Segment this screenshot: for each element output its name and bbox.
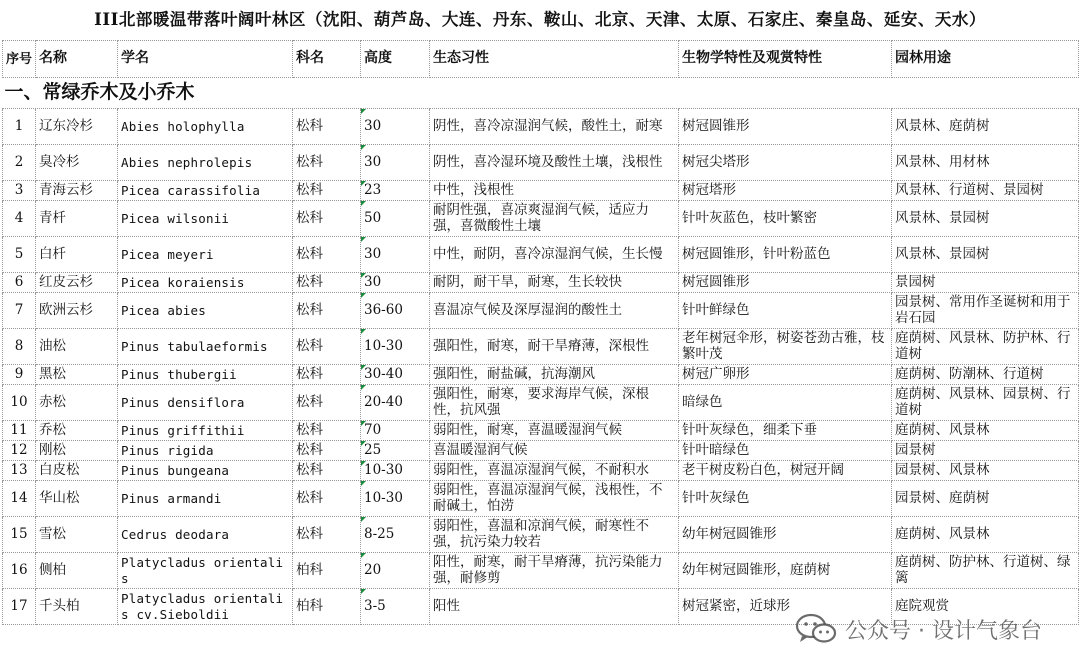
row-no: 11 (3, 421, 36, 441)
row-name: 千头柏 (36, 589, 118, 625)
header-feature: 生物学特性及观赏特性 (679, 41, 892, 78)
header-row (3, 41, 1079, 78)
row-use: 风景林、庭荫树 (892, 109, 1079, 145)
row-sci: Pinus tabulaeformis (118, 329, 293, 365)
row-use: 风景林、行道树、景园树 (892, 181, 1079, 201)
row-ecology: 阳性 (430, 589, 679, 625)
row-name: 辽东冷杉 (36, 109, 118, 145)
table-row (3, 181, 1079, 201)
row-family: 松科 (293, 145, 361, 181)
row-ecology: 喜温凉气候及深厚湿润的酸性土 (430, 293, 679, 329)
section-title: 一、常绿乔木及小乔木 (3, 78, 1079, 109)
row-feature: 老年树冠伞形，树姿苍劲古雅，枝繁叶茂 (679, 329, 892, 365)
row-family: 松科 (293, 365, 361, 385)
row-height: 20-40 (361, 385, 430, 421)
row-name: 白杄 (36, 237, 118, 273)
row-family: 松科 (293, 329, 361, 365)
row-height: 30 (361, 237, 430, 273)
row-height: 30-40 (361, 365, 430, 385)
row-feature: 针叶鲜绿色 (679, 293, 892, 329)
row-ecology: 弱阳性，喜温凉湿润气候，不耐积水 (430, 461, 679, 481)
header-height: 高度 (361, 41, 430, 78)
row-use: 风景林、用材林 (892, 145, 1079, 181)
row-no: 3 (3, 181, 36, 201)
row-height: 8-25 (361, 517, 430, 553)
row-height: 30 (361, 109, 430, 145)
row-use: 园景树、庭荫树 (892, 481, 1079, 517)
plant-table (2, 40, 1079, 625)
row-family: 柏科 (293, 589, 361, 625)
row-feature: 老干树皮粉白色，树冠开阔 (679, 461, 892, 481)
table-row (3, 365, 1079, 385)
table-row (3, 517, 1079, 553)
row-height: 36-60 (361, 293, 430, 329)
row-sci: Platycladus orientalis (118, 553, 293, 589)
row-height: 70 (361, 421, 430, 441)
row-no: 14 (3, 481, 36, 517)
row-feature: 暗绿色 (679, 385, 892, 421)
row-family: 柏科 (293, 553, 361, 589)
section-row (3, 78, 1079, 109)
row-use: 庭荫树、防护林、行道树、绿篱 (892, 553, 1079, 589)
row-sci: Pinus armandi (118, 481, 293, 517)
row-ecology: 弱阳性，喜温和凉润气候，耐寒性不强，抗污染力较若 (430, 517, 679, 553)
table-row (3, 109, 1079, 145)
row-feature: 针叶灰蓝色，枝叶繁密 (679, 201, 892, 237)
row-ecology: 阴性，喜冷凉湿润气候，酸性土，耐寒 (430, 109, 679, 145)
row-sci: Pinus bungeana (118, 461, 293, 481)
table-row (3, 553, 1079, 589)
header-name: 名称 (36, 41, 118, 78)
row-family: 松科 (293, 109, 361, 145)
header-family: 科名 (293, 41, 361, 78)
row-no: 12 (3, 441, 36, 461)
row-ecology: 喜温暖湿润气候 (430, 441, 679, 461)
row-family: 松科 (293, 441, 361, 461)
row-name: 黑松 (36, 365, 118, 385)
row-name: 侧柏 (36, 553, 118, 589)
row-no: 16 (3, 553, 36, 589)
row-ecology: 耐阴，耐干旱，耐寒，生长较快 (430, 273, 679, 293)
row-name: 青杄 (36, 201, 118, 237)
row-name: 油松 (36, 329, 118, 365)
table-row (3, 237, 1079, 273)
row-height: 20 (361, 553, 430, 589)
row-name: 乔松 (36, 421, 118, 441)
row-no: 8 (3, 329, 36, 365)
row-feature: 幼年树冠圆锥形，庭荫树 (679, 553, 892, 589)
row-no: 17 (3, 589, 36, 625)
row-feature: 针叶灰绿色 (679, 481, 892, 517)
row-no: 10 (3, 385, 36, 421)
row-no: 7 (3, 293, 36, 329)
row-family: 松科 (293, 273, 361, 293)
table-row (3, 441, 1079, 461)
row-no: 9 (3, 365, 36, 385)
row-sci: Picea wilsonii (118, 201, 293, 237)
row-family: 松科 (293, 421, 361, 441)
row-name: 刚松 (36, 441, 118, 461)
table-row (3, 461, 1079, 481)
row-ecology: 阳性，耐寒，耐干旱瘠薄，抗污染能力强，耐修剪 (430, 553, 679, 589)
row-height: 10-30 (361, 461, 430, 481)
row-family: 松科 (293, 481, 361, 517)
watermark-text: 公众号 · 设计气象台 (845, 618, 1042, 644)
row-name: 华山松 (36, 481, 118, 517)
row-feature: 针叶灰绿色，细柔下垂 (679, 421, 892, 441)
row-name: 青海云杉 (36, 181, 118, 201)
row-sci: Picea koraiensis (118, 273, 293, 293)
row-family: 松科 (293, 517, 361, 553)
table-row (3, 329, 1079, 365)
row-height: 23 (361, 181, 430, 201)
row-no: 2 (3, 145, 36, 181)
row-no: 6 (3, 273, 36, 293)
row-name: 红皮云杉 (36, 273, 118, 293)
row-height: 10-30 (361, 481, 430, 517)
row-ecology: 耐阴性强，喜凉爽湿润气候，适应力强，喜微酸性土壤 (430, 201, 679, 237)
row-height: 3-5 (361, 589, 430, 625)
row-ecology: 阴性，喜冷湿环境及酸性土壤，浅根性 (430, 145, 679, 181)
header-no: 序号 (3, 41, 36, 78)
header-use: 园林用途 (892, 41, 1079, 78)
table-row (3, 201, 1079, 237)
row-family: 松科 (293, 181, 361, 201)
row-feature: 树冠圆锥形 (679, 109, 892, 145)
row-no: 5 (3, 237, 36, 273)
row-family: 松科 (293, 237, 361, 273)
row-use: 庭荫树、风景林 (892, 421, 1079, 441)
row-sci: Pinus thubergii (118, 365, 293, 385)
table-row (3, 385, 1079, 421)
row-sci: Pinus rigida (118, 441, 293, 461)
row-name: 雪松 (36, 517, 118, 553)
row-sci: Pinus griffithii (118, 421, 293, 441)
row-use: 园景树、常用作圣诞树和用于岩石园 (892, 293, 1079, 329)
row-sci: Pinus densiflora (118, 385, 293, 421)
table-row (3, 481, 1079, 517)
row-feature: 树冠尖塔形 (679, 145, 892, 181)
row-no: 13 (3, 461, 36, 481)
row-ecology: 中性，浅根性 (430, 181, 679, 201)
row-feature: 幼年树冠圆锥形 (679, 517, 892, 553)
row-feature: 树冠紧密，近球形 (679, 589, 892, 625)
row-use: 庭荫树、风景林、防护林、行道树 (892, 329, 1079, 365)
row-ecology: 强阳性，耐寒，要求海岸气候，深根性，抗风强 (430, 385, 679, 421)
header-ecology: 生态习性 (430, 41, 679, 78)
row-sci: Picea carassifolia (118, 181, 293, 201)
row-height: 30 (361, 273, 430, 293)
row-use: 景园树 (892, 273, 1079, 293)
row-feature: 树冠圆锥形 (679, 273, 892, 293)
row-ecology: 强阳性，耐寒，耐干旱瘠薄，深根性 (430, 329, 679, 365)
row-name: 白皮松 (36, 461, 118, 481)
row-height: 50 (361, 201, 430, 237)
table-row (3, 145, 1079, 181)
row-ecology: 弱阳性，喜温凉湿润气候，浅根性，不耐碱土，怕涝 (430, 481, 679, 517)
row-family: 松科 (293, 461, 361, 481)
row-feature: 树冠圆锥形，针叶粉蓝色 (679, 237, 892, 273)
row-height: 30 (361, 145, 430, 181)
row-sci: Platycladus orientalis cv.Sieboldii (118, 589, 293, 625)
row-use: 风景林、景园树 (892, 201, 1079, 237)
row-feature: 针叶暗绿色 (679, 441, 892, 461)
row-name: 臭冷杉 (36, 145, 118, 181)
header-sci: 学名 (118, 41, 293, 78)
row-height: 25 (361, 441, 430, 461)
row-use: 庭院观赏 (892, 589, 1079, 625)
row-use: 庭荫树、风景林 (892, 517, 1079, 553)
row-sci: Abies holophylla (118, 109, 293, 145)
page-title: III北部暖温带落叶阔叶林区（沈阳、葫芦岛、大连、丹东、鞍山、北京、天津、太原、石家庄、秦皇岛、延安、天水） (94, 10, 986, 29)
row-use: 风景林、景园树 (892, 237, 1079, 273)
row-family: 松科 (293, 385, 361, 421)
wechat-icon (795, 612, 837, 646)
table-row (3, 293, 1079, 329)
row-no: 1 (3, 109, 36, 145)
row-sci: Picea meyeri (118, 237, 293, 273)
table-row (3, 421, 1079, 441)
watermark (795, 612, 1042, 646)
row-feature: 树冠广卵形 (679, 365, 892, 385)
row-sci: Abies nephrolepis (118, 145, 293, 181)
row-ecology: 弱阳性，耐寒，喜温暖湿润气候 (430, 421, 679, 441)
row-family: 松科 (293, 201, 361, 237)
row-use: 园景树 (892, 441, 1079, 461)
row-ecology: 中性，耐阴，喜冷凉湿润气候，生长慢 (430, 237, 679, 273)
row-feature: 树冠塔形 (679, 181, 892, 201)
row-use: 庭荫树、风景林、园景树、行道树 (892, 385, 1079, 421)
row-use: 园景树、风景林 (892, 461, 1079, 481)
row-ecology: 强阳性，耐盐碱，抗海潮风 (430, 365, 679, 385)
row-sci: Cedrus deodara (118, 517, 293, 553)
table-row (3, 273, 1079, 293)
row-use: 庭荫树、防潮林、行道树 (892, 365, 1079, 385)
row-name: 赤松 (36, 385, 118, 421)
row-name: 欧洲云杉 (36, 293, 118, 329)
row-family: 松科 (293, 293, 361, 329)
row-sci: Picea abies (118, 293, 293, 329)
row-height: 10-30 (361, 329, 430, 365)
row-no: 15 (3, 517, 36, 553)
row-no: 4 (3, 201, 36, 237)
